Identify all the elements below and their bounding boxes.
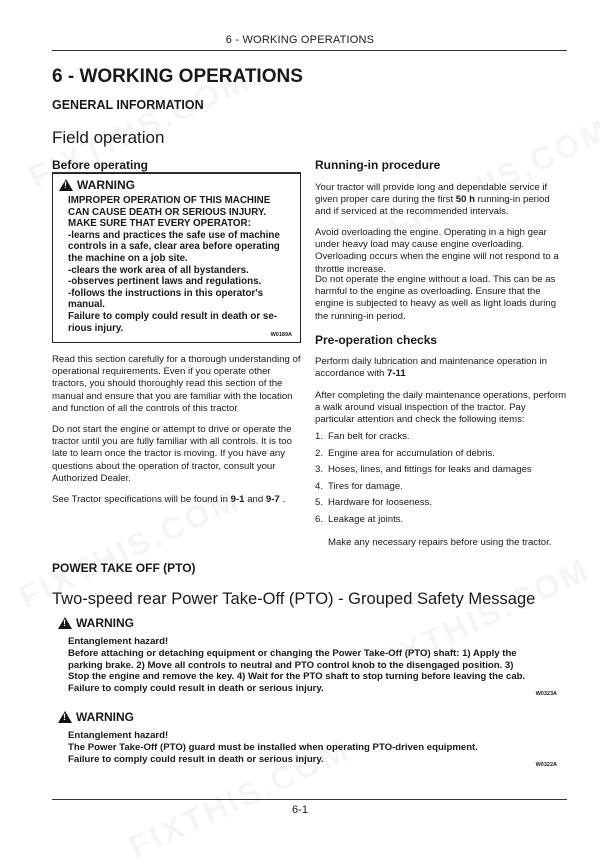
warning-line: rious injury. — [68, 322, 124, 334]
paragraph-pre-operation-1 — [315, 356, 567, 380]
warning-line: -learns and practices the safe use of machine — [68, 229, 280, 241]
warning-header — [59, 178, 135, 192]
warning-title: Entanglement hazard! — [68, 730, 169, 741]
paragraph-pre-operation-2: After completing the daily maintenance operations, perform a walk around visual inspection of the tractor. Pay particular attention and check the following items: — [315, 390, 567, 426]
warning-line: -observes pertinent laws and regulations. — [68, 276, 262, 288]
watermark — [383, 111, 600, 246]
warning-line: controls in a safe, clear area before operating — [68, 241, 280, 253]
list-text: Engine area for accumulation of debris. — [328, 447, 495, 459]
pre-op-ref-link[interactable]: 7-11 — [387, 368, 406, 380]
warning-line: Failure to comply could result in death or se- — [68, 310, 278, 322]
warning-box-operator — [52, 173, 301, 343]
warning-line: the machine on a job site. — [68, 252, 188, 264]
warning-line: Stop the engine and remove the key. 4) Wait for the PTO shaft to stop turning before leaving the cab. — [68, 671, 526, 683]
warning-line: manual. — [68, 299, 106, 311]
warning-block-pto-1 — [58, 616, 563, 706]
warning-body — [68, 195, 286, 334]
spec-ref-link[interactable]: 9-1 — [230, 494, 245, 505]
pre-op-text: Perform daily lubrication and maintenance operation in accordance with — [315, 356, 547, 380]
list-item — [315, 497, 567, 508]
warning-header — [58, 710, 563, 724]
subsection-field-operation: Field operation — [52, 128, 165, 147]
warning-header — [58, 616, 563, 630]
heading-pto: POWER TAKE OFF (PTO) — [52, 561, 196, 575]
spec-text: . — [279, 494, 286, 505]
warning-triangle-icon — [58, 617, 72, 629]
paragraph-running-in-1 — [315, 182, 567, 219]
section-heading-general: GENERAL INFORMATION — [52, 98, 204, 112]
list-text: Fan belt for cracks. — [328, 431, 410, 442]
warning-line: parking brake. 2) Move all controls to neutral and PTO control knob to the disengaged position. 3) — [68, 659, 514, 671]
running-in-hours: 50 h — [455, 194, 475, 206]
paragraph-running-in-3: Do not operate the engine without a load. This can be as harmful to the engine as overloading. Ensure that the engine is subjected to heavy as well as light loads during the running-in period. — [315, 274, 557, 322]
list-text: Leakage at joints. — [328, 513, 404, 525]
spec-ref-link[interactable]: 9-7 — [265, 494, 280, 505]
warning-line: -follows the instructions in this operator's — [68, 287, 264, 299]
running-in-text: Your tractor will provide long and dependable service if given proper care during the first — [315, 182, 548, 206]
list-number: 3. — [315, 464, 324, 476]
warning-triangle-icon — [58, 711, 72, 723]
list-number: 2. — [315, 447, 324, 459]
warning-line: CAN CAUSE DEATH OR SERIOUS INJURY. — [68, 206, 267, 218]
paragraph-repairs: Make any necessary repairs before using the tractor. — [328, 537, 552, 548]
warning-label: WARNING — [77, 178, 135, 192]
warning-line: IMPROPER OPERATION OF THIS MACHINE — [68, 195, 271, 206]
list-text: Tires for damage. — [328, 480, 403, 492]
heading-pre-operation: Pre-operation checks — [315, 333, 438, 347]
warning-title: Entanglement hazard! — [68, 636, 169, 647]
list-item — [315, 448, 567, 459]
list-number: 1. — [315, 431, 324, 442]
warning-label: WARNING — [76, 710, 134, 724]
header-rule — [52, 50, 567, 51]
heading-running-in: Running-in procedure — [315, 158, 441, 172]
list-item — [315, 514, 567, 525]
subsection-pto-safety: Two-speed rear Power Take-Off (PTO) - Grouped Safety Message — [52, 590, 536, 608]
warning-label: WARNING — [76, 616, 134, 630]
list-number: 6. — [315, 513, 324, 525]
warning-code: W0323A — [535, 691, 557, 697]
paragraph-specifications — [52, 494, 301, 506]
heading-before-operating: Before operating — [52, 158, 149, 172]
warning-triangle-icon — [59, 179, 73, 191]
warning-body — [68, 730, 563, 765]
warning-line: MAKE SURE THAT EVERY OPERATOR: — [68, 218, 251, 230]
list-number: 4. — [315, 480, 324, 492]
warning-body — [68, 636, 563, 695]
warning-code: W0189A — [270, 332, 292, 338]
warning-line: The Power Take-Off (PTO) guard must be installed when operating PTO-driven equipment. — [68, 741, 478, 753]
paragraph-running-in-2: Avoid overloading the engine. Operating in a high gear under heavy load may cause engine overloading. Overloading occurs when the engine will not respond to a throttle increase. — [315, 227, 559, 275]
warning-line: Before attaching or detaching equipment or changing the Power Take-Off (PTO) shaft: 1) Apply the — [68, 647, 517, 659]
list-item — [315, 464, 567, 475]
list-item — [315, 431, 567, 442]
inspection-list — [315, 431, 567, 531]
paragraph-read-section: Read this section carefully for a thorough understanding of operational requirements. Even if you operate other tractors, you should thoroughly read this section of the manual and ensure that you are familiar with the location and function of all the controls of this tractor — [52, 354, 301, 414]
page-title: 6 - WORKING OPERATIONS — [52, 66, 303, 87]
warning-line: -clears the work area of all bystanders. — [68, 264, 249, 276]
list-text: Hardware for looseness. — [328, 497, 432, 509]
warning-code: W0322A — [535, 762, 557, 768]
warning-line: Failure to comply could result in death or serious injury. — [68, 683, 324, 695]
warning-block-pto-2 — [58, 710, 563, 772]
running-in-text: running-in period and if serviced at the recommended intervals. — [315, 194, 550, 218]
running-head: 6 - WORKING OPERATIONS — [225, 34, 375, 46]
list-number: 5. — [315, 497, 324, 509]
list-text: Hoses, lines, and fittings for leaks and damages — [328, 464, 532, 476]
list-item — [315, 481, 567, 492]
footer-rule — [52, 799, 567, 800]
paragraph-do-not-start: Do not start the engine or attempt to drive or operate the tractor until you are fully familiar with all controls. It is too late to learn once the tractor is moving. If you have any questions about the operation of tractor, consult your Authorized Dealer. — [52, 424, 292, 484]
spec-text: and — [244, 494, 266, 505]
warning-line: Failure to comply could result in death or serious injury. — [68, 753, 324, 765]
spec-text: See Tractor specifications will be found in — [52, 494, 231, 505]
page-number: 6-1 — [292, 804, 308, 816]
